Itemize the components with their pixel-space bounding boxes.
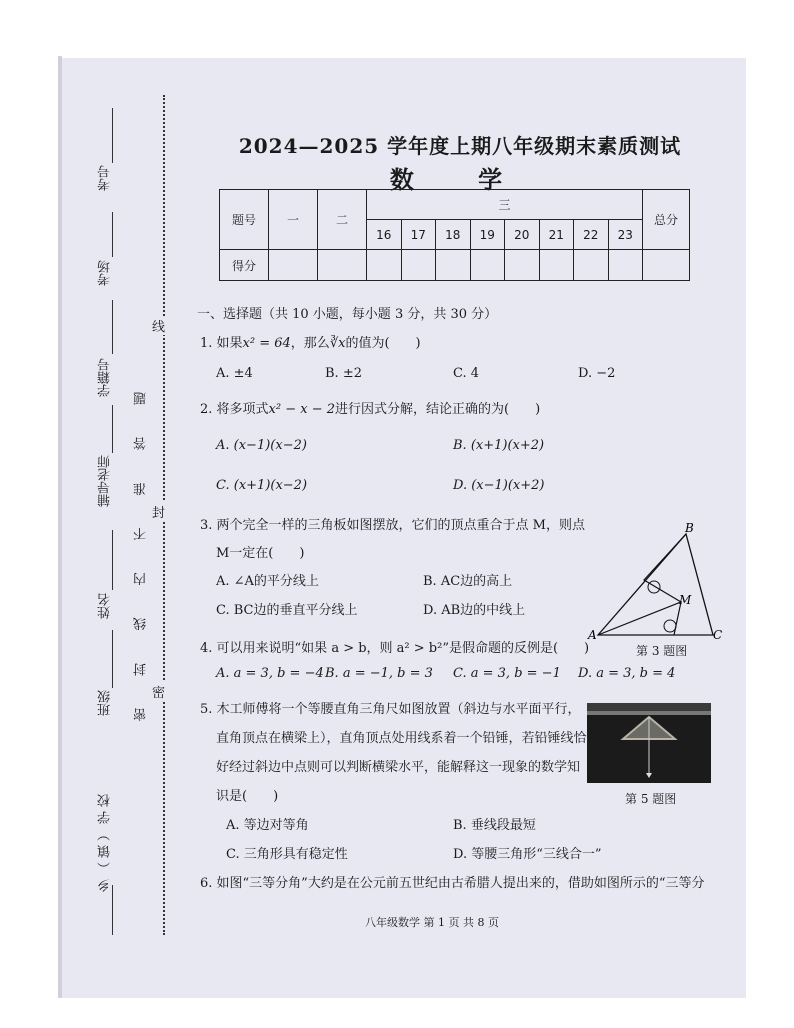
set-square-lower [598, 602, 681, 635]
set-square-hole-1 [648, 581, 660, 593]
question-6: 6. 如图“三等分角”大约是在公元前五世纪由古希腊人提出来的，借助如图所示的“三等分 [200, 876, 705, 891]
score-cell[interactable] [401, 250, 436, 281]
score-cell[interactable] [608, 250, 643, 281]
tutor-label: 辅导老师 [98, 455, 113, 507]
question-5-line1: 5. 木工师傅将一个等腰直角三角尺如图放置（斜边与水平面平行， [200, 702, 581, 717]
q5-photo-image [587, 703, 711, 783]
q1-equation: x² = 64 [242, 336, 291, 351]
q5-option-b[interactable]: B. 垂线段最短 [453, 818, 536, 833]
score-cell[interactable] [436, 250, 471, 281]
question-5-line2: 直角顶点在横梁上），直角顶点处用线系着一个铅锤，若铅锤线恰 [216, 731, 587, 746]
q2-option-c[interactable]: C. (x+1)(x−2) [216, 478, 308, 493]
sub-col: 23 [608, 220, 643, 250]
q1-text-a: 1. 如果 [200, 336, 243, 351]
label-a: A [588, 628, 597, 642]
q4-option-c[interactable]: C. a = 3, b = −1 [453, 666, 561, 681]
score-table [219, 189, 690, 281]
q3-caption: 第 3 题图 [636, 644, 688, 658]
sub-col: 16 [367, 220, 402, 250]
q5-option-c[interactable]: C. 三角形具有稳定性 [226, 847, 348, 862]
q1-expression: ∛x [329, 336, 346, 351]
exam-title: 2024—2025 学年度上期八年级期末素质测试 [238, 134, 682, 158]
q1-option-a[interactable]: A. ±4 [216, 366, 253, 381]
class-blank [112, 630, 113, 688]
section-heading: 一、选择题（共 10 小题，每小题 3 分，共 30 分） [197, 307, 498, 322]
sub-col: 18 [436, 220, 471, 250]
exam-subject: 数 学 [389, 165, 531, 194]
question-5-line3: 好经过斜边中点则可以判断横梁水平，能解释这一现象的数学知 [216, 760, 581, 775]
q3-option-b[interactable]: B. AC边的高上 [423, 574, 513, 589]
q1-option-d[interactable]: D. −2 [578, 366, 616, 381]
student-no-label: 学籍号 [98, 358, 113, 397]
score-cell[interactable] [269, 250, 318, 281]
exam-no-blank [112, 108, 113, 163]
q2-option-d[interactable]: D. (x−1)(x+2) [453, 478, 545, 493]
q1-text-c: 的值为( ) [345, 336, 421, 351]
seal-secret: 密 [152, 682, 165, 701]
q2-option-a[interactable]: A. (x−1)(x−2) [216, 438, 307, 453]
q3-option-a[interactable]: A. ∠A的平分线上 [216, 574, 319, 589]
score-cell[interactable] [505, 250, 540, 281]
question-2 [200, 398, 540, 417]
col-section-1: 一 [269, 190, 318, 250]
page-footer: 八年级数学 第 1 页 共 8 页 [365, 916, 499, 929]
exam-room-label: 考场 [98, 260, 113, 286]
binding-warning: 密 封 线 内 不 准 答 题 [134, 378, 149, 721]
sub-col: 22 [574, 220, 609, 250]
score-cell[interactable] [574, 250, 609, 281]
q3-option-d[interactable]: D. AB边的中线上 [423, 603, 526, 618]
col-section-3: 三 [367, 190, 643, 220]
school-blank [112, 885, 113, 935]
q3-option-c[interactable]: C. BC边的垂直平分线上 [216, 603, 358, 618]
seal-line: 线 [152, 316, 165, 335]
question-3-line2: M一定在( ) [216, 546, 305, 561]
score-cell[interactable] [367, 250, 402, 281]
name-label: 姓名 [98, 593, 113, 619]
label-c: C [713, 628, 723, 642]
seal-seal: 封 [152, 502, 165, 521]
label-b: B [685, 521, 694, 535]
label-m: M [679, 593, 692, 607]
exam-room-blank [112, 212, 113, 257]
question-4: 4. 可以用来说明“如果 a > b，则 a² > b²”是假命题的反例是( ) [200, 641, 590, 656]
score-cell[interactable] [470, 250, 505, 281]
school-label: 乡（镇）学校 [98, 790, 113, 892]
q1-option-c[interactable]: C. 4 [453, 366, 480, 381]
sub-col: 19 [470, 220, 505, 250]
score-cell[interactable] [318, 250, 367, 281]
sub-col: 17 [401, 220, 436, 250]
score-cell[interactable] [539, 250, 574, 281]
triangle-abc [598, 534, 713, 635]
question-1 [200, 332, 421, 351]
sub-col: 20 [505, 220, 540, 250]
question-5-line4: 识是( ) [216, 789, 279, 804]
q5-option-d[interactable]: D. 等腰三角形“三线合一” [453, 847, 602, 862]
exam-no-label: 考号 [98, 165, 113, 191]
student-no-blank [112, 300, 113, 354]
q2-text-a: 2. 将多项式 [200, 402, 269, 417]
q5-caption: 第 5 题图 [625, 792, 677, 806]
q2-text-b: 进行因式分解，结论正确的为( ) [335, 402, 541, 417]
q2-option-b[interactable]: B. (x+1)(x+2) [453, 438, 545, 453]
sub-col: 21 [539, 220, 574, 250]
row-label-question: 题号 [220, 190, 269, 250]
q4-option-b[interactable]: B. a = −1, b = 3 [325, 666, 433, 681]
tutor-blank [112, 405, 113, 453]
question-3-line1: 3. 两个完全一样的三角板如图摆放，它们的顶点重合于点 M，则点 [200, 518, 585, 533]
name-blank [112, 530, 113, 590]
q1-option-b[interactable]: B. ±2 [325, 366, 362, 381]
row-label-score: 得分 [220, 250, 269, 281]
q5-photo [587, 703, 711, 783]
score-cell[interactable] [643, 250, 690, 281]
q3-figure [586, 520, 726, 645]
q4-option-a[interactable]: A. a = 3, b = −4 [216, 666, 324, 681]
class-label: 班级 [98, 690, 113, 716]
q5-option-a[interactable]: A. 等边对等角 [226, 818, 309, 833]
set-square-hole-2 [664, 620, 676, 632]
q4-option-d[interactable]: D. a = 3, b = 4 [578, 666, 676, 681]
col-section-2: 二 [318, 190, 367, 250]
q2-polynomial: x² − x − 2 [268, 402, 336, 417]
col-total: 总分 [643, 190, 690, 250]
q1-text-b: ，那么 [290, 336, 330, 351]
